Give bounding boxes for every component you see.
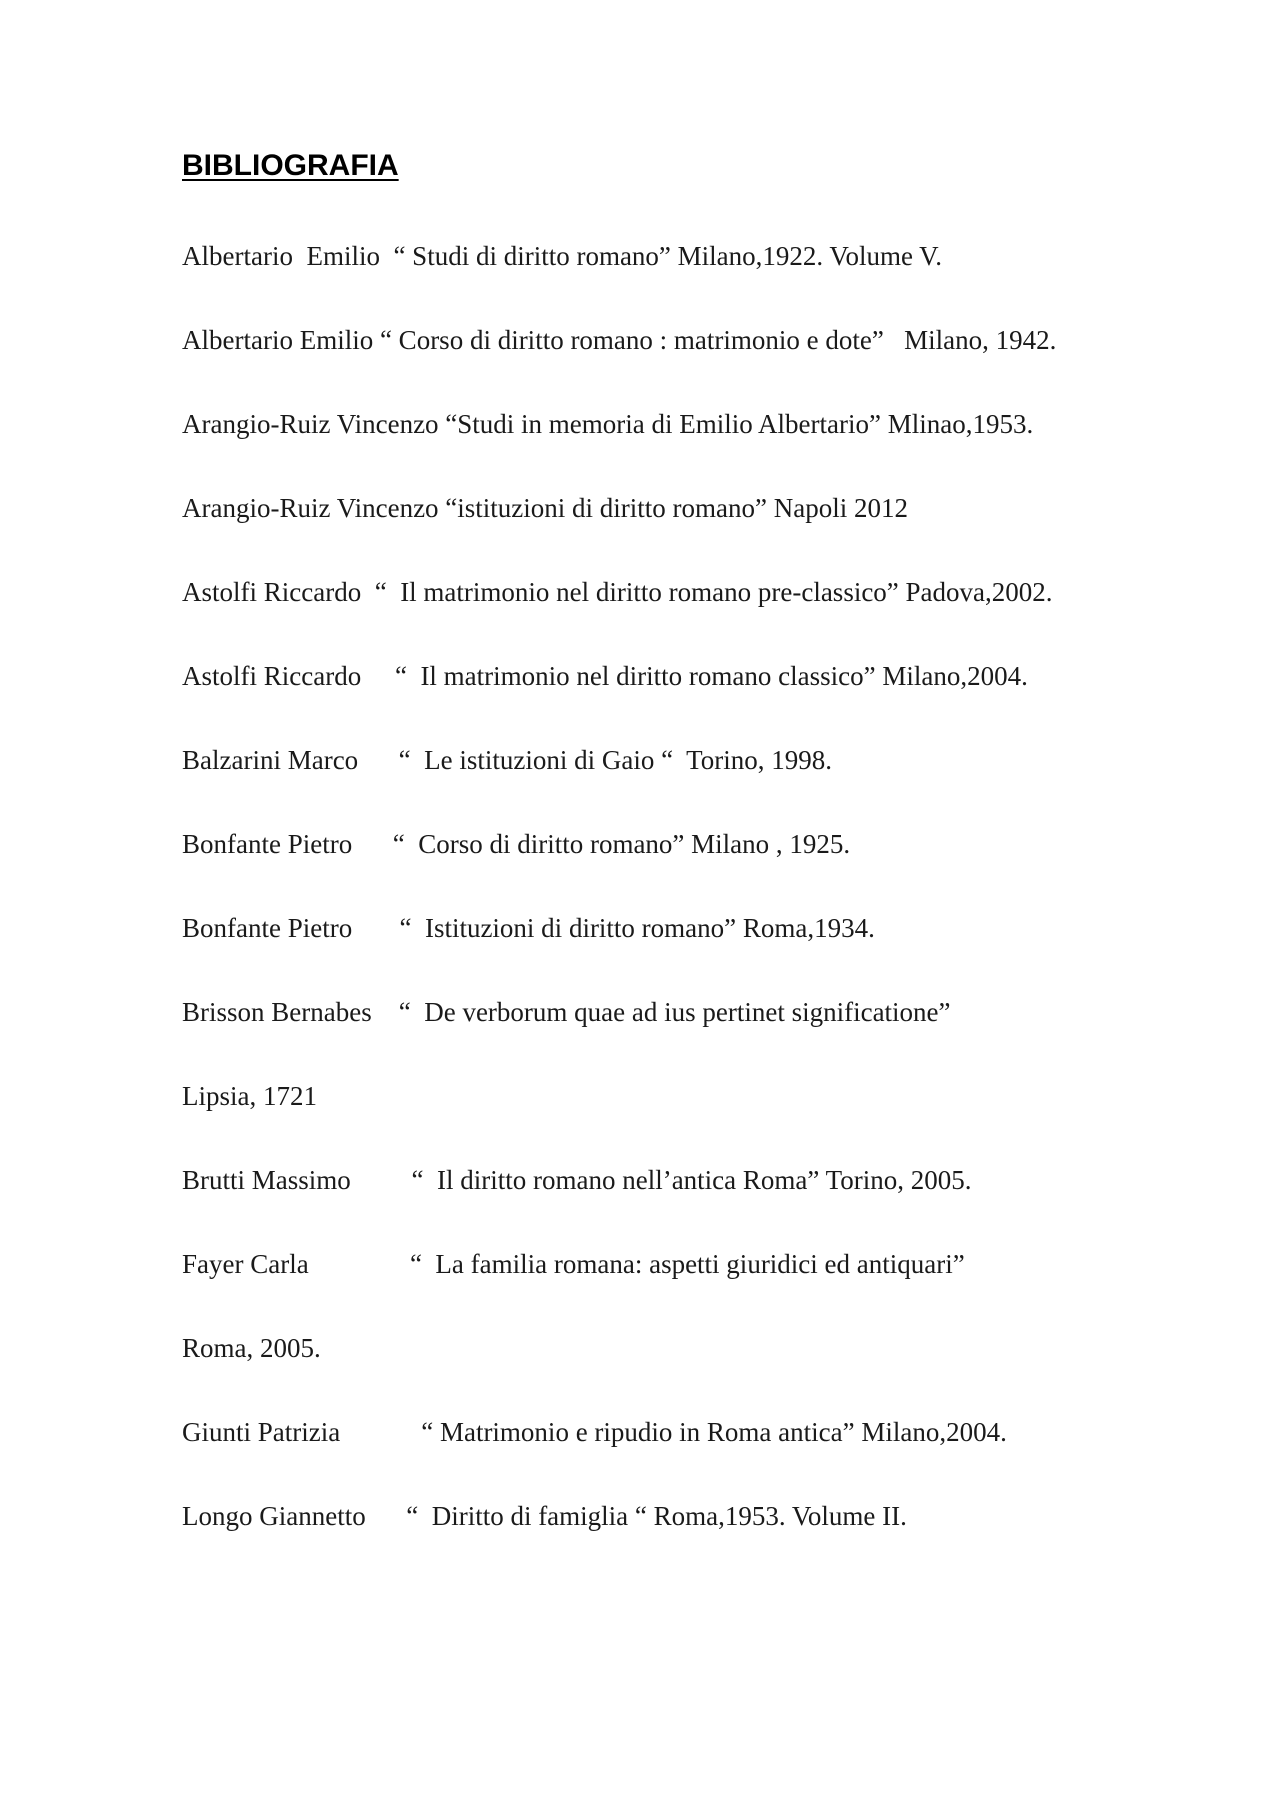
bibliography-line: Roma, 2005. <box>182 1333 321 1363</box>
bibliography-line: Giunti Patrizia “ Matrimonio e ripudio in Roma antica” Milano,2004. <box>182 1417 1007 1447</box>
bibliography-line: Bonfante Pietro “ Corso di diritto romano” Milano , 1925. <box>182 829 851 859</box>
bibliography-line: Astolfi Riccardo “ Il matrimonio nel diritto romano pre-classico” Padova,2002. <box>182 577 1053 607</box>
bibliography-line: Albertario Emilio “ Corso di diritto romano : matrimonio e dote” Milano, 1942. <box>182 325 1057 355</box>
bibliography-line: Balzarini Marco “ Le istituzioni di Gaio “ Torino, 1998. <box>182 745 832 775</box>
page-title: BIBLIOGRAFIA <box>182 149 399 182</box>
bibliography-line: Arangio-Ruiz Vincenzo “istituzioni di diritto romano” Napoli 2012 <box>182 493 908 523</box>
bibliography-line: Bonfante Pietro “ Istituzioni di diritto romano” Roma,1934. <box>182 913 875 943</box>
bibliography-line: Lipsia, 1721 <box>182 1081 317 1111</box>
bibliography-line: Fayer Carla “ La familia romana: aspetti giuridici ed antiquari” <box>182 1249 965 1279</box>
bibliography-line: Longo Giannetto “ Diritto di famiglia “ Roma,1953. Volume II. <box>182 1501 907 1531</box>
bibliography-list <box>182 238 1056 1582</box>
bibliography-line: Albertario Emilio “ Studi di diritto romano” Milano,1922. Volume V. <box>182 241 942 271</box>
bibliography-line: Arangio-Ruiz Vincenzo “Studi in memoria di Emilio Albertario” Mlinao,1953. <box>182 409 1034 439</box>
bibliography-line: Astolfi Riccardo “ Il matrimonio nel diritto romano classico” Milano,2004. <box>182 661 1028 691</box>
bibliography-line: Brutti Massimo “ Il diritto romano nell’antica Roma” Torino, 2005. <box>182 1165 972 1195</box>
bibliography-line: Brisson Bernabes “ De verborum quae ad ius pertinet significatione” <box>182 997 951 1027</box>
